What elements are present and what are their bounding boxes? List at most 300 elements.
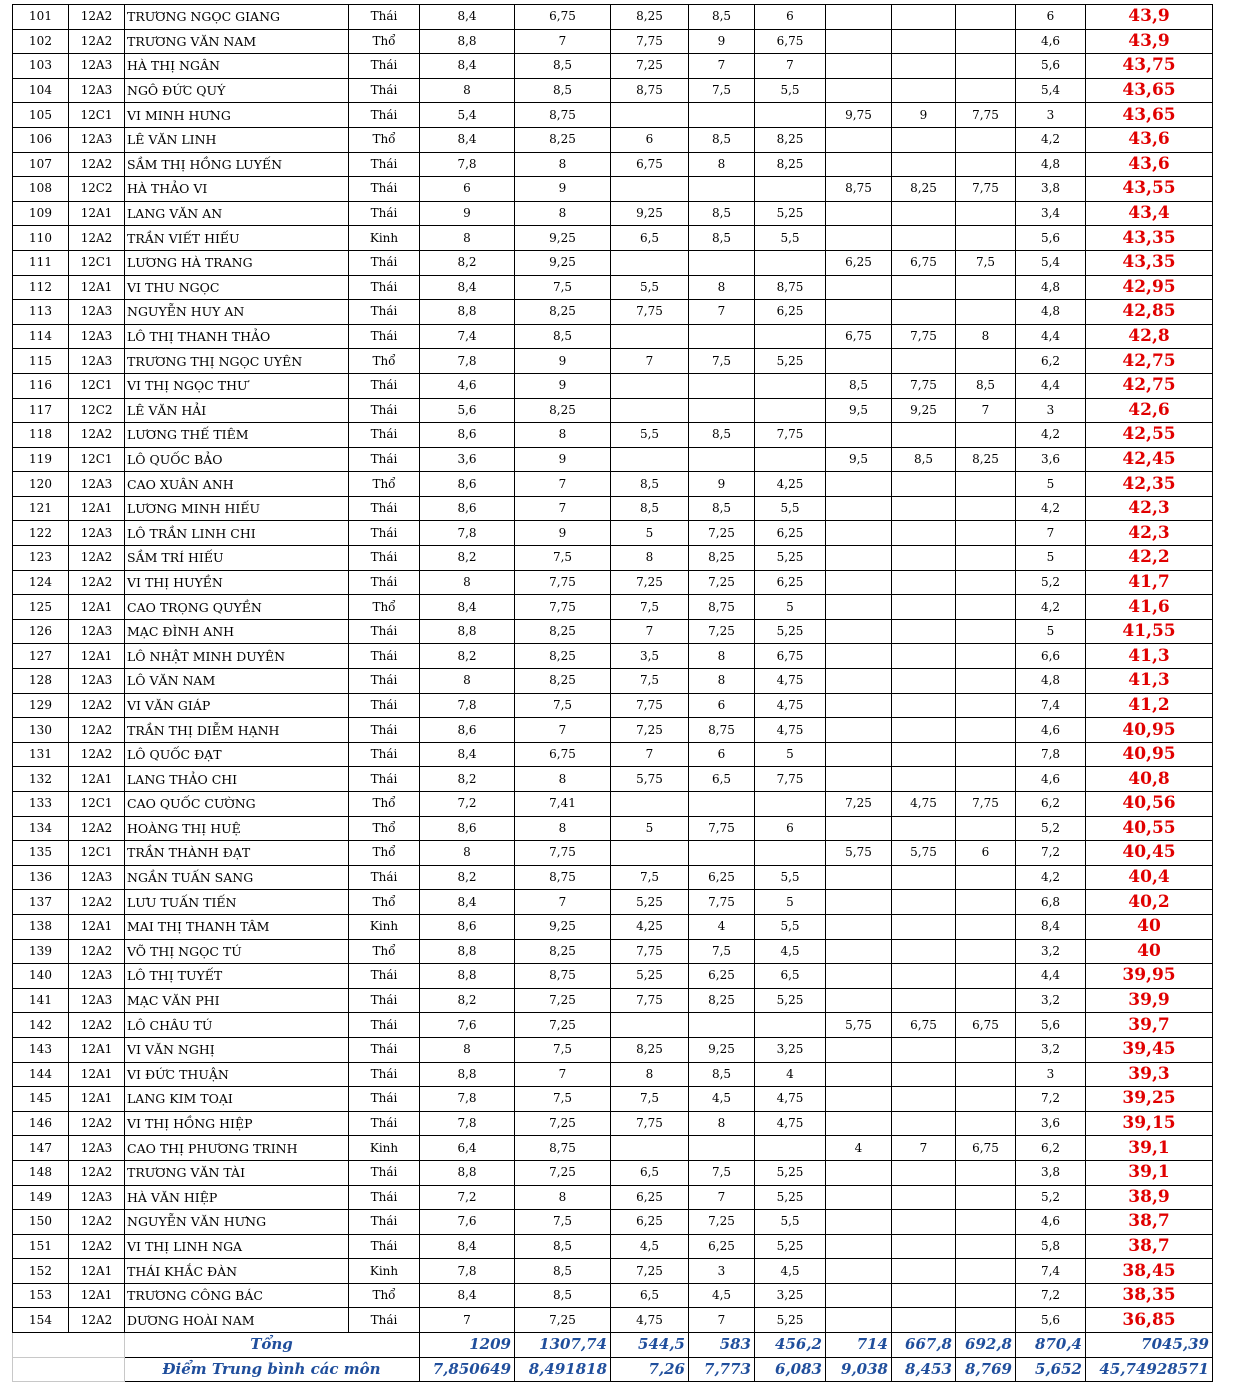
score-8-cell [956,914,1016,939]
score-8-cell [956,988,1016,1013]
score-1-cell: 8,4 [420,742,515,767]
row-number-cell: 120 [13,472,69,497]
table-row [13,964,1213,989]
row-number-cell: 102 [13,29,69,54]
table-row [13,226,1213,251]
score-6-cell [826,595,892,620]
table-row [13,54,1213,79]
score-1-cell: 8 [420,841,515,866]
class-cell: 12A2 [69,816,125,841]
total-row-value: 1209 [420,1333,515,1358]
score-8-cell: 6,75 [956,1013,1016,1038]
score-6-cell [826,1160,892,1185]
class-cell: 12A2 [69,1013,125,1038]
student-name-cell: LANG VĂN AN [125,201,349,226]
score-6-cell [826,1062,892,1087]
table-row [13,1160,1213,1185]
ethnicity-cell: Thổ [349,890,420,915]
average-row-value: 8,769 [956,1357,1016,1382]
row-number-cell: 143 [13,1037,69,1062]
score-3-cell: 7,75 [611,1111,689,1136]
row-number-cell: 141 [13,988,69,1013]
score-6-cell [826,78,892,103]
total-score-cell: 42,75 [1086,349,1213,374]
score-7-cell [892,816,956,841]
score-6-cell [826,1037,892,1062]
student-name-cell: NGUYỄN VĂN HƯNG [125,1210,349,1235]
score-2-cell: 7,5 [515,1210,611,1235]
ethnicity-cell: Thái [349,447,420,472]
score-4-cell: 8,75 [689,718,755,743]
total-score-cell: 43,35 [1086,226,1213,251]
ethnicity-cell: Thái [349,1013,420,1038]
total-score-cell: 40,45 [1086,841,1213,866]
score-1-cell: 7,8 [420,1087,515,1112]
empty-cell [13,1333,125,1358]
class-cell: 12A3 [69,324,125,349]
score-2-cell: 7,25 [515,1111,611,1136]
score-6-cell [826,570,892,595]
ethnicity-cell: Thổ [349,841,420,866]
score-6-cell [826,865,892,890]
score-8-cell: 8,5 [956,373,1016,398]
score-4-cell: 7,25 [689,570,755,595]
score-2-cell: 8 [515,201,611,226]
table-row [13,816,1213,841]
score-7-cell [892,1111,956,1136]
score-3-cell: 4,5 [611,1234,689,1259]
score-2-cell: 8,25 [515,669,611,694]
row-number-cell: 129 [13,693,69,718]
row-number-cell: 131 [13,742,69,767]
class-cell: 12A2 [69,1160,125,1185]
table-row [13,718,1213,743]
score-2-cell: 8 [515,816,611,841]
score-6-cell [826,472,892,497]
score-8-cell [956,595,1016,620]
score-7-cell [892,644,956,669]
score-4-cell: 6 [689,742,755,767]
score-7-cell [892,226,956,251]
score-9-cell: 4,2 [1016,496,1086,521]
score-1-cell: 7,8 [420,349,515,374]
score-9-cell: 4,6 [1016,767,1086,792]
ethnicity-cell: Thổ [349,792,420,817]
table-row [13,767,1213,792]
ethnicity-cell: Thái [349,1160,420,1185]
score-5-cell: 4 [755,1062,826,1087]
score-4-cell: 3 [689,1259,755,1284]
total-score-cell: 40,55 [1086,816,1213,841]
row-number-cell: 121 [13,496,69,521]
table-row [13,865,1213,890]
score-8-cell [956,767,1016,792]
total-score-cell: 42,75 [1086,373,1213,398]
score-7-cell [892,767,956,792]
class-cell: 12A1 [69,1062,125,1087]
score-8-cell: 6,75 [956,1136,1016,1161]
score-4-cell: 8 [689,669,755,694]
student-name-cell: TRẦN VIẾT HIẾU [125,226,349,251]
score-1-cell: 7,8 [420,693,515,718]
score-4-cell: 8 [689,275,755,300]
student-name-cell: LÔ THỊ TUYẾT [125,964,349,989]
score-9-cell: 3 [1016,1062,1086,1087]
score-6-cell [826,890,892,915]
class-cell: 12A3 [69,669,125,694]
score-3-cell [611,841,689,866]
score-8-cell [956,472,1016,497]
score-3-cell: 6,5 [611,1160,689,1185]
class-cell: 12A3 [69,127,125,152]
score-8-cell [956,1210,1016,1235]
student-name-cell: VI VĂN GIÁP [125,693,349,718]
total-score-cell: 42,8 [1086,324,1213,349]
student-name-cell: HOÀNG THỊ HUỆ [125,816,349,841]
student-name-cell: TRƯƠNG NGỌC GIANG [125,5,349,30]
ethnicity-cell: Thái [349,103,420,128]
student-name-cell: VÕ THỊ NGỌC TÚ [125,939,349,964]
score-3-cell: 7,5 [611,1087,689,1112]
ethnicity-cell: Thái [349,1234,420,1259]
score-9-cell: 4,6 [1016,29,1086,54]
score-5-cell: 4,75 [755,669,826,694]
total-row-value: 544,5 [611,1333,689,1358]
total-row-value: 583 [689,1333,755,1358]
student-name-cell: LÔ THỊ THANH THẢO [125,324,349,349]
ethnicity-cell: Thái [349,250,420,275]
score-6-cell: 9,5 [826,398,892,423]
total-score-cell: 39,3 [1086,1062,1213,1087]
class-cell: 12A2 [69,226,125,251]
score-8-cell: 8,25 [956,447,1016,472]
score-4-cell: 9 [689,29,755,54]
score-8-cell [956,1234,1016,1259]
score-7-cell [892,275,956,300]
score-2-cell: 8,75 [515,1136,611,1161]
row-number-cell: 139 [13,939,69,964]
ethnicity-cell: Kinh [349,1136,420,1161]
score-9-cell: 4,4 [1016,964,1086,989]
score-3-cell: 7,75 [611,29,689,54]
score-7-cell [892,693,956,718]
total-row-label: Tổng [125,1333,420,1358]
score-8-cell [956,1283,1016,1308]
score-8-cell [956,423,1016,448]
student-name-cell: LƯƠNG MINH HIẾU [125,496,349,521]
score-6-cell [826,816,892,841]
total-score-cell: 41,2 [1086,693,1213,718]
ethnicity-cell: Thái [349,693,420,718]
student-name-cell: CAO XUÂN ANH [125,472,349,497]
score-4-cell: 8,5 [689,127,755,152]
student-name-cell: MẠC VĂN PHI [125,988,349,1013]
score-4-cell [689,103,755,128]
score-5-cell [755,1136,826,1161]
score-2-cell: 9,25 [515,250,611,275]
score-6-cell [826,1210,892,1235]
ethnicity-cell: Thái [349,669,420,694]
score-1-cell: 8,6 [420,718,515,743]
row-number-cell: 153 [13,1283,69,1308]
score-2-cell: 6,75 [515,5,611,30]
score-6-cell: 4 [826,1136,892,1161]
score-4-cell [689,398,755,423]
student-name-cell: VI THỊ HỒNG HIỆP [125,1111,349,1136]
score-8-cell [956,275,1016,300]
score-7-cell [892,29,956,54]
student-name-cell: LÔ CHÂU TÚ [125,1013,349,1038]
score-9-cell: 6 [1016,5,1086,30]
score-6-cell: 7,25 [826,792,892,817]
score-1-cell: 7,8 [420,1111,515,1136]
table-row [13,1087,1213,1112]
score-3-cell: 7,75 [611,300,689,325]
ethnicity-cell: Thổ [349,1283,420,1308]
score-3-cell: 6,75 [611,152,689,177]
score-7-cell: 5,75 [892,841,956,866]
score-1-cell: 8 [420,78,515,103]
score-5-cell: 6,75 [755,29,826,54]
score-2-cell: 8 [515,767,611,792]
total-score-cell: 42,3 [1086,496,1213,521]
score-5-cell: 5,25 [755,619,826,644]
score-3-cell: 7 [611,742,689,767]
total-row-value: 1307,74 [515,1333,611,1358]
score-8-cell: 7,75 [956,792,1016,817]
score-2-cell: 7 [515,472,611,497]
student-name-cell: SẦM THỊ HỒNG LUYẾN [125,152,349,177]
class-cell: 12A2 [69,1210,125,1235]
row-number-cell: 136 [13,865,69,890]
class-cell: 12A1 [69,275,125,300]
score-8-cell [956,865,1016,890]
row-number-cell: 124 [13,570,69,595]
score-9-cell: 3 [1016,398,1086,423]
table-row [13,472,1213,497]
score-3-cell: 8,25 [611,1037,689,1062]
ethnicity-cell: Thái [349,865,420,890]
score-1-cell: 7,8 [420,521,515,546]
score-3-cell [611,373,689,398]
class-cell: 12A3 [69,865,125,890]
score-1-cell: 8,4 [420,54,515,79]
score-6-cell [826,127,892,152]
table-row [13,103,1213,128]
score-5-cell [755,792,826,817]
total-score-cell: 38,45 [1086,1259,1213,1284]
score-2-cell: 7,25 [515,988,611,1013]
score-7-cell: 7,75 [892,324,956,349]
score-9-cell: 4,8 [1016,669,1086,694]
total-score-cell: 43,6 [1086,152,1213,177]
score-2-cell: 8,5 [515,1283,611,1308]
score-5-cell: 4,5 [755,1259,826,1284]
score-5-cell [755,1013,826,1038]
ethnicity-cell: Thái [349,373,420,398]
score-2-cell: 9,25 [515,226,611,251]
score-4-cell: 6,5 [689,767,755,792]
score-8-cell [956,570,1016,595]
score-4-cell: 8,5 [689,1062,755,1087]
score-4-cell: 7,5 [689,939,755,964]
score-5-cell: 4,75 [755,693,826,718]
score-4-cell: 8,5 [689,496,755,521]
ethnicity-cell: Thái [349,201,420,226]
class-cell: 12A2 [69,152,125,177]
score-4-cell: 8,5 [689,201,755,226]
score-1-cell: 8,8 [420,939,515,964]
score-9-cell: 6,2 [1016,1136,1086,1161]
row-number-cell: 119 [13,447,69,472]
score-2-cell: 9 [515,177,611,202]
score-6-cell [826,914,892,939]
ethnicity-cell: Thái [349,1062,420,1087]
total-score-cell: 43,6 [1086,127,1213,152]
score-9-cell: 5,6 [1016,226,1086,251]
score-3-cell: 5,25 [611,890,689,915]
total-score-cell: 39,7 [1086,1013,1213,1038]
score-5-cell: 5,25 [755,1234,826,1259]
score-1-cell: 7,2 [420,792,515,817]
ethnicity-cell: Thổ [349,595,420,620]
student-name-cell: LÔ QUỐC ĐẠT [125,742,349,767]
score-9-cell: 3 [1016,103,1086,128]
row-number-cell: 116 [13,373,69,398]
score-2-cell: 9 [515,447,611,472]
table-row [13,988,1213,1013]
table-row [13,644,1213,669]
score-9-cell: 4,4 [1016,324,1086,349]
score-2-cell: 7,5 [515,275,611,300]
score-6-cell: 6,75 [826,324,892,349]
score-9-cell: 7 [1016,521,1086,546]
score-7-cell [892,1037,956,1062]
score-4-cell: 4,5 [689,1283,755,1308]
score-6-cell: 5,75 [826,841,892,866]
score-9-cell: 7,8 [1016,742,1086,767]
score-8-cell [956,816,1016,841]
total-row-value: 714 [826,1333,892,1358]
score-4-cell: 6,25 [689,1234,755,1259]
score-4-cell: 9 [689,472,755,497]
score-9-cell: 3,2 [1016,988,1086,1013]
table-row [13,841,1213,866]
score-6-cell [826,939,892,964]
score-5-cell: 6 [755,5,826,30]
score-9-cell: 4,2 [1016,423,1086,448]
score-4-cell [689,373,755,398]
score-4-cell: 6 [689,693,755,718]
score-7-cell [892,865,956,890]
row-number-cell: 148 [13,1160,69,1185]
row-number-cell: 115 [13,349,69,374]
score-7-cell [892,595,956,620]
total-score-cell: 36,85 [1086,1308,1213,1333]
score-5-cell [755,841,826,866]
score-5-cell: 6,5 [755,964,826,989]
score-9-cell: 7,2 [1016,1087,1086,1112]
score-2-cell: 7,5 [515,1037,611,1062]
score-6-cell [826,152,892,177]
table-row [13,423,1213,448]
score-2-cell: 7,5 [515,546,611,571]
row-number-cell: 101 [13,5,69,30]
class-cell: 12A1 [69,914,125,939]
score-3-cell: 5,5 [611,275,689,300]
score-2-cell: 8,25 [515,644,611,669]
score-5-cell: 3,25 [755,1037,826,1062]
score-5-cell: 5,5 [755,1210,826,1235]
score-3-cell: 6,5 [611,1283,689,1308]
student-name-cell: VI ĐỨC THUẬN [125,1062,349,1087]
score-2-cell: 8,5 [515,78,611,103]
score-2-cell: 7 [515,1062,611,1087]
score-3-cell: 6,25 [611,1210,689,1235]
score-4-cell: 8,25 [689,988,755,1013]
table-row [13,1259,1213,1284]
score-3-cell: 5,5 [611,423,689,448]
score-3-cell [611,792,689,817]
score-3-cell: 7,75 [611,939,689,964]
class-cell: 12C1 [69,841,125,866]
table-row [13,275,1213,300]
score-8-cell: 7 [956,398,1016,423]
score-1-cell: 8,2 [420,988,515,1013]
score-9-cell: 4,2 [1016,865,1086,890]
class-cell: 12A3 [69,472,125,497]
score-3-cell: 8,75 [611,78,689,103]
table-row [13,447,1213,472]
score-9-cell: 7,2 [1016,1283,1086,1308]
row-number-cell: 132 [13,767,69,792]
total-score-cell: 43,65 [1086,78,1213,103]
score-9-cell: 8,4 [1016,914,1086,939]
score-8-cell [956,964,1016,989]
score-4-cell: 9,25 [689,1037,755,1062]
score-9-cell: 5,4 [1016,250,1086,275]
student-name-cell: LÊ VĂN HẢI [125,398,349,423]
total-score-cell: 43,9 [1086,29,1213,54]
score-7-cell [892,1062,956,1087]
score-2-cell: 8 [515,152,611,177]
row-number-cell: 111 [13,250,69,275]
ethnicity-cell: Thái [349,152,420,177]
score-8-cell [956,226,1016,251]
score-5-cell: 4,25 [755,472,826,497]
class-cell: 12C1 [69,250,125,275]
score-6-cell: 9,75 [826,103,892,128]
score-8-cell [956,127,1016,152]
score-7-cell [892,78,956,103]
score-1-cell: 7 [420,1308,515,1333]
score-1-cell: 7,4 [420,324,515,349]
row-number-cell: 110 [13,226,69,251]
score-4-cell [689,841,755,866]
score-6-cell: 5,75 [826,1013,892,1038]
score-6-cell [826,226,892,251]
score-6-cell [826,546,892,571]
score-7-cell: 8,5 [892,447,956,472]
score-1-cell: 8,8 [420,1160,515,1185]
score-8-cell [956,718,1016,743]
score-1-cell: 8,4 [420,595,515,620]
score-5-cell [755,103,826,128]
average-row-value: 45,74928571 [1086,1357,1213,1382]
row-number-cell: 112 [13,275,69,300]
score-7-cell: 7 [892,1136,956,1161]
score-3-cell: 8 [611,546,689,571]
